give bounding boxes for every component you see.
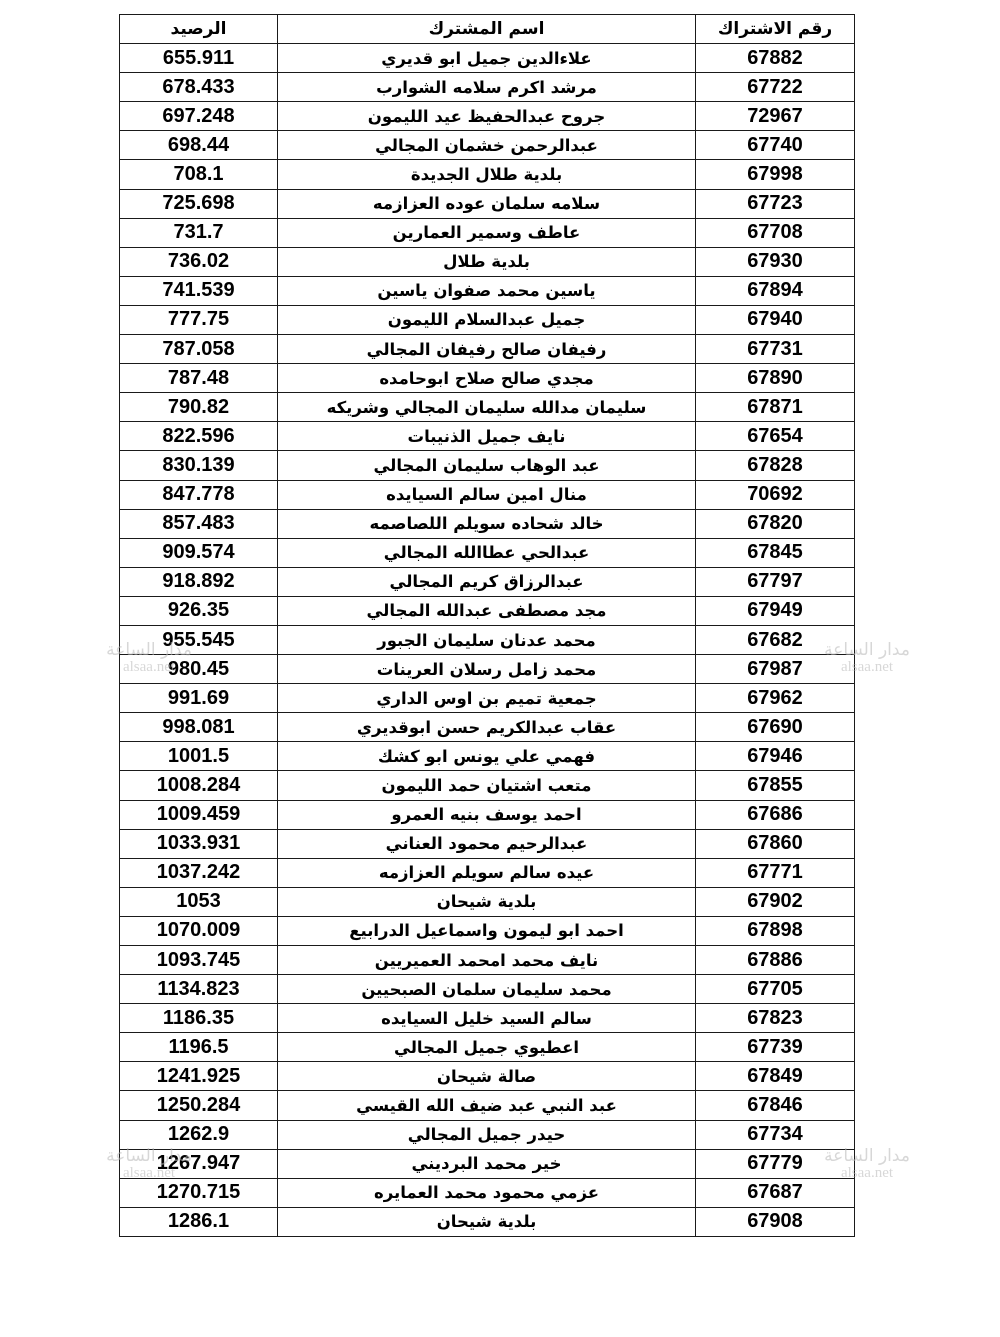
table-row: [120, 800, 855, 829]
subscriber-number-cell: 67871: [696, 393, 855, 422]
subscriber-number-cell: 67962: [696, 684, 855, 713]
balance-cell: 731.7: [120, 218, 278, 247]
subscriber-number-cell: 67739: [696, 1033, 855, 1062]
table-row: [120, 451, 855, 480]
table-row: [120, 596, 855, 625]
subscriber-name-cell: سليمان مدالله سليمان المجالي وشريكه: [278, 393, 696, 422]
header-subscriber-name: اسم المشترك: [278, 15, 696, 44]
balance-cell: 1009.459: [120, 800, 278, 829]
table-row: [120, 247, 855, 276]
subscriber-name-cell: علاءالدين جميل ابو قديري: [278, 44, 696, 73]
balance-cell: 1267.947: [120, 1149, 278, 1178]
subscriber-name-cell: خالد شحاده سويلم اللصاصمه: [278, 509, 696, 538]
table-row: [120, 1178, 855, 1207]
balance-cell: 822.596: [120, 422, 278, 451]
subscriber-name-cell: بلدية شيحان: [278, 1207, 696, 1236]
subscriber-name-cell: محمد زامل رسلان العرينات: [278, 655, 696, 684]
balance-cell: 847.778: [120, 480, 278, 509]
subscriber-number-cell: 67930: [696, 247, 855, 276]
subscriber-name-cell: بلدية شيحان: [278, 887, 696, 916]
subscriber-name-cell: محمد عدنان سليمان الجبور: [278, 625, 696, 654]
balance-cell: 1286.1: [120, 1207, 278, 1236]
subscriber-name-cell: حيدر جميل المجالي: [278, 1120, 696, 1149]
subscriber-number-cell: 67902: [696, 887, 855, 916]
table-row: [120, 44, 855, 73]
table-row: [120, 887, 855, 916]
table-row: [120, 567, 855, 596]
subscriber-number-cell: 67731: [696, 335, 855, 364]
subscriber-number-cell: 67705: [696, 975, 855, 1004]
subscriber-name-cell: سالم السيد خليل السيايده: [278, 1004, 696, 1033]
subscriber-number-cell: 67855: [696, 771, 855, 800]
subscriber-number-cell: 67779: [696, 1149, 855, 1178]
table-row: [120, 1149, 855, 1178]
subscriber-number-cell: 67722: [696, 73, 855, 102]
table-row: [120, 1120, 855, 1149]
balance-cell: 998.081: [120, 713, 278, 742]
subscriber-number-cell: 67908: [696, 1207, 855, 1236]
subscriber-name-cell: احمد يوسف بنيه العمرو: [278, 800, 696, 829]
balance-cell: 1008.284: [120, 771, 278, 800]
subscriber-name-cell: صالة شيحان: [278, 1062, 696, 1091]
subscriber-name-cell: منال امين سالم السيايده: [278, 480, 696, 509]
subscriber-number-cell: 67771: [696, 858, 855, 887]
subscriber-name-cell: نايف جميل الذنيبات: [278, 422, 696, 451]
subscriber-name-cell: خير محمد البرديني: [278, 1149, 696, 1178]
watermark-arabic: مدار الساعة: [106, 1146, 192, 1166]
subscriber-number-cell: 67846: [696, 1091, 855, 1120]
watermark-arabic: مدار الساعة: [106, 640, 192, 660]
balance-cell: 1241.925: [120, 1062, 278, 1091]
table-row: [120, 829, 855, 858]
subscriber-name-cell: مجدي صالح صلاح ابوحامده: [278, 364, 696, 393]
subscriber-number-cell: 67987: [696, 655, 855, 684]
subscriber-number-cell: 67797: [696, 567, 855, 596]
table-row: [120, 771, 855, 800]
subscriber-name-cell: متعب اشتيان حمد الليمون: [278, 771, 696, 800]
subscriber-name-cell: عاطف وسمير العمارين: [278, 218, 696, 247]
subscriber-number-cell: 67690: [696, 713, 855, 742]
subscriber-name-cell: نايف محمد امحمد العميريين: [278, 946, 696, 975]
balance-cell: 1037.242: [120, 858, 278, 887]
balance-cell: 1196.5: [120, 1033, 278, 1062]
subscriber-name-cell: عبدالرحيم محمود العناني: [278, 829, 696, 858]
balance-cell: 980.45: [120, 655, 278, 684]
subscriber-name-cell: مجد مصطفى عبدالله المجالي: [278, 596, 696, 625]
watermark-arabic: مدار الساعة: [824, 1146, 910, 1166]
table-row: [120, 509, 855, 538]
subscriber-name-cell: عبدالرزاق كريم المجالي: [278, 567, 696, 596]
subscriber-number-cell: 67828: [696, 451, 855, 480]
table-row: [120, 480, 855, 509]
subscriber-number-cell: 67708: [696, 218, 855, 247]
subscriber-name-cell: عبدالرحمن خشمان المجالي: [278, 131, 696, 160]
balance-cell: 1250.284: [120, 1091, 278, 1120]
subscriber-number-cell: 67894: [696, 276, 855, 305]
balance-cell: 787.48: [120, 364, 278, 393]
table-row: [120, 1004, 855, 1033]
subscriber-name-cell: اعطيوي جميل المجالي: [278, 1033, 696, 1062]
table-row: [120, 335, 855, 364]
balance-cell: 725.698: [120, 189, 278, 218]
table-row: [120, 625, 855, 654]
subscriber-number-cell: 67849: [696, 1062, 855, 1091]
balance-cell: 708.1: [120, 160, 278, 189]
watermark-latin: alsaa.net: [122, 1165, 176, 1181]
subscriber-number-cell: 67682: [696, 625, 855, 654]
header-balance: الرصيد: [120, 15, 278, 44]
table-row: [120, 655, 855, 684]
subscriber-number-cell: 67823: [696, 1004, 855, 1033]
subscriber-number-cell: 67845: [696, 538, 855, 567]
balance-cell: 698.44: [120, 131, 278, 160]
table-row: [120, 305, 855, 334]
balance-cell: 1093.745: [120, 946, 278, 975]
table-row: [120, 393, 855, 422]
balance-cell: 741.539: [120, 276, 278, 305]
balance-cell: 830.139: [120, 451, 278, 480]
subscriber-number-cell: 67734: [696, 1120, 855, 1149]
table-row: [120, 858, 855, 887]
table-header-row: [120, 15, 855, 44]
balance-cell: 857.483: [120, 509, 278, 538]
subscriber-number-cell: 67686: [696, 800, 855, 829]
subscriber-number-cell: 67882: [696, 44, 855, 73]
table-row: [120, 1091, 855, 1120]
subscriber-name-cell: فهمي علي يونس ابو كشك: [278, 742, 696, 771]
subscriber-number-cell: 67740: [696, 131, 855, 160]
subscriber-name-cell: بلدية طلال الجديدة: [278, 160, 696, 189]
subscriber-number-cell: 67654: [696, 422, 855, 451]
table-row: [120, 684, 855, 713]
table-row: [120, 538, 855, 567]
balance-cell: 678.433: [120, 73, 278, 102]
balance-cell: 1262.9: [120, 1120, 278, 1149]
subscriber-name-cell: عقاب عبدالكريم حسن ابوقديري: [278, 713, 696, 742]
subscriber-name-cell: مرشد اكرم سلامه الشوارب: [278, 73, 696, 102]
subscriber-number-cell: 67946: [696, 742, 855, 771]
watermark-arabic: مدار الساعة: [824, 640, 910, 660]
table-body: [120, 44, 855, 1237]
balance-cell: 1134.823: [120, 975, 278, 1004]
subscriber-number-cell: 67687: [696, 1178, 855, 1207]
subscriber-number-cell: 67998: [696, 160, 855, 189]
balance-cell: 991.69: [120, 684, 278, 713]
subscriber-name-cell: احمد ابو ليمون واسماعيل الدرابيع: [278, 916, 696, 945]
subscriber-number-cell: 67949: [696, 596, 855, 625]
subscriber-number-cell: 67940: [696, 305, 855, 334]
table-row: [120, 160, 855, 189]
balance-cell: 655.911: [120, 44, 278, 73]
subscriber-name-cell: عيده سالم سويلم العزازمه: [278, 858, 696, 887]
watermark-latin: alsaa.net: [122, 659, 176, 675]
subscriber-name-cell: محمد سليمان سلمان الصبحيين: [278, 975, 696, 1004]
table-row: [120, 422, 855, 451]
subscriber-number-cell: 67723: [696, 189, 855, 218]
balance-cell: 1053: [120, 887, 278, 916]
table-row: [120, 713, 855, 742]
subscriber-balance-table: [119, 14, 855, 1237]
subscriber-name-cell: جروح عبدالحفيظ عيد الليمون: [278, 102, 696, 131]
table-row: [120, 1033, 855, 1062]
subscriber-name-cell: رفيفان صالح رفيفان المجالي: [278, 335, 696, 364]
table-row: [120, 946, 855, 975]
subscriber-name-cell: جمعية تميم بن اوس الداري: [278, 684, 696, 713]
balance-cell: 955.545: [120, 625, 278, 654]
subscriber-number-cell: 67820: [696, 509, 855, 538]
subscriber-number-cell: 67860: [696, 829, 855, 858]
table-row: [120, 742, 855, 771]
table-row: [120, 1207, 855, 1236]
balance-cell: 1070.009: [120, 916, 278, 945]
subscriber-name-cell: ياسين محمد صفوان ياسين: [278, 276, 696, 305]
watermark-latin: alsaa.net: [840, 1165, 894, 1181]
subscriber-name-cell: جميل عبدالسلام الليمون: [278, 305, 696, 334]
subscriber-name-cell: عبد الوهاب سليمان المجالي: [278, 451, 696, 480]
watermark-latin: alsaa.net: [840, 659, 894, 675]
table-row: [120, 364, 855, 393]
subscriber-number-cell: 67886: [696, 946, 855, 975]
table-row: [120, 916, 855, 945]
subscriber-name-cell: سلامه سلمان عوده العزازمه: [278, 189, 696, 218]
balance-cell: 777.75: [120, 305, 278, 334]
table-row: [120, 189, 855, 218]
table-row: [120, 73, 855, 102]
table-row: [120, 276, 855, 305]
document-sheet: [119, 14, 854, 1237]
balance-cell: 909.574: [120, 538, 278, 567]
balance-cell: 1001.5: [120, 742, 278, 771]
balance-cell: 1033.931: [120, 829, 278, 858]
table-row: [120, 975, 855, 1004]
balance-cell: 926.35: [120, 596, 278, 625]
balance-cell: 790.82: [120, 393, 278, 422]
balance-cell: 697.248: [120, 102, 278, 131]
header-subscriber-number: رقم الاشتراك: [696, 15, 855, 44]
subscriber-number-cell: 67898: [696, 916, 855, 945]
table-row: [120, 102, 855, 131]
table-row: [120, 131, 855, 160]
table-row: [120, 1062, 855, 1091]
balance-cell: 918.892: [120, 567, 278, 596]
subscriber-name-cell: عبدالحي عطاالله المجالي: [278, 538, 696, 567]
subscriber-name-cell: عزمي محمود محمد العمايره: [278, 1178, 696, 1207]
balance-cell: 1270.715: [120, 1178, 278, 1207]
balance-cell: 1186.35: [120, 1004, 278, 1033]
subscriber-number-cell: 67890: [696, 364, 855, 393]
table-row: [120, 218, 855, 247]
balance-cell: 736.02: [120, 247, 278, 276]
subscriber-number-cell: 72967: [696, 102, 855, 131]
balance-cell: 787.058: [120, 335, 278, 364]
subscriber-number-cell: 70692: [696, 480, 855, 509]
subscriber-name-cell: بلدية طلال: [278, 247, 696, 276]
subscriber-name-cell: عبد النبي عبد ضيف الله القيسي: [278, 1091, 696, 1120]
